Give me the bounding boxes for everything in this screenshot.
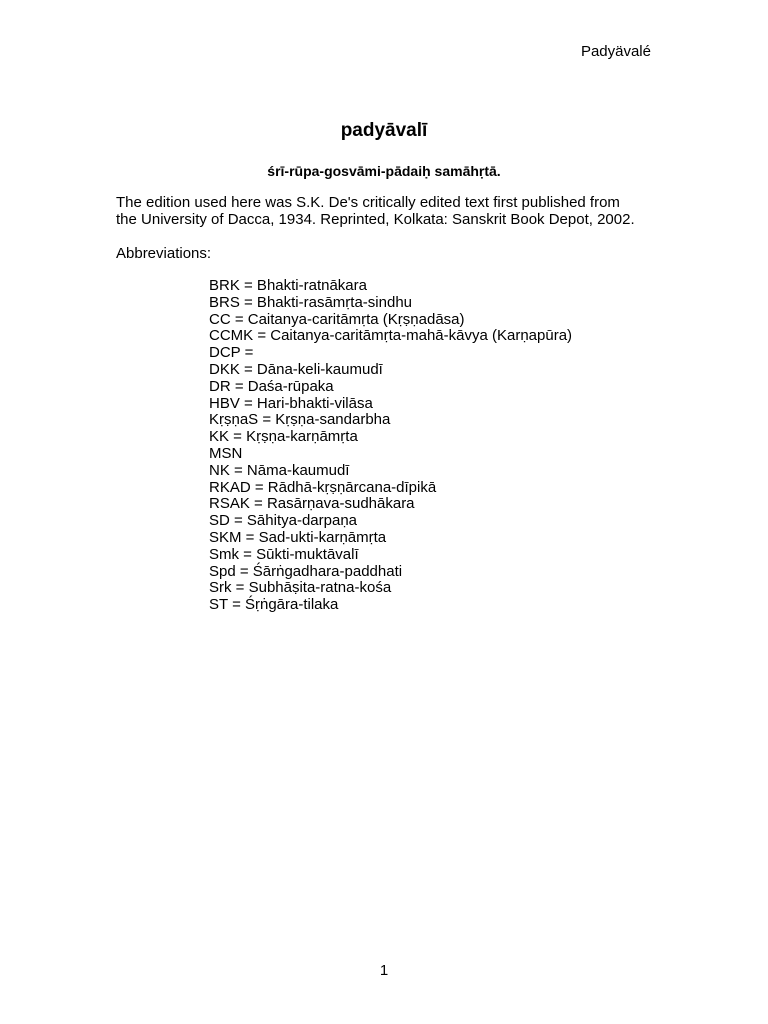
- abbreviation-item: CCMK = Caitanya-caritāmṛta-mahā-kāvya (Karṇapūra): [209, 327, 573, 345]
- abbreviation-item: RSAK = Rasārṇava-sudhākara: [209, 495, 415, 513]
- abbreviation-item: BRK = Bhakti-ratnākara: [209, 277, 367, 294]
- abbreviations-list: [209, 278, 572, 614]
- abbreviations-heading: Abbreviations:: [116, 245, 212, 262]
- abbreviation-item: Spd = Śārṅgadhara-paddhati: [209, 562, 403, 580]
- abbreviation-item: MSN: [209, 444, 243, 462]
- abbreviation-item: DR = Daśa-rūpaka: [209, 377, 334, 395]
- abbreviation-item: CC = Caitanya-caritāmṛta (Kṛṣṇadāsa): [209, 310, 465, 328]
- abbreviation-item: DKK = Dāna-keli-kaumudī: [209, 360, 383, 378]
- edition-note-line-2: the University of Dacca, 1934. Reprinted, Kolkata: Sanskrit Book Depot, 2002.: [116, 211, 635, 228]
- edition-note: [116, 194, 676, 228]
- abbreviation-item: KK = Kṛṣṇa-karṇāmṛta: [209, 428, 358, 446]
- abbreviation-item: NK = Nāma-kaumudī: [209, 461, 350, 479]
- abbreviation-item: HBV = Hari-bhakti-vilāsa: [209, 394, 373, 412]
- abbreviation-item: SD = Sāhitya-darpaṇa: [209, 512, 358, 530]
- page-number: 1: [379, 962, 389, 979]
- abbreviation-item: BRS = Bhakti-rasāmṛta-sindhu: [209, 293, 412, 311]
- abbreviation-item: ST = Śṛṅgāra-tilaka: [209, 596, 339, 614]
- abbreviation-item: RKAD = Rādhā-kṛṣṇārcana-dīpikā: [209, 478, 437, 496]
- running-header: Padyävalé: [580, 43, 651, 60]
- document-subtitle: śrī-rūpa-gosvāmi-pādaiḥ samāhṛtā.: [267, 163, 501, 179]
- abbreviation-item: KṛṣṇaS = Kṛṣṇa-sandarbha: [209, 411, 391, 429]
- abbreviation-item: Srk = Subhāṣita-ratna-kośa: [209, 579, 392, 597]
- abbreviation-item: SKM = Sad-ukti-karṇāmṛta: [209, 528, 387, 546]
- abbreviation-item: DCP =: [209, 344, 254, 362]
- abbreviation-item: Smk = Sūkti-muktāvalī: [209, 545, 359, 563]
- document-title: padyāvalī: [340, 120, 428, 141]
- edition-note-line-1: The edition used here was S.K. De's critically edited text first published from: [116, 194, 620, 211]
